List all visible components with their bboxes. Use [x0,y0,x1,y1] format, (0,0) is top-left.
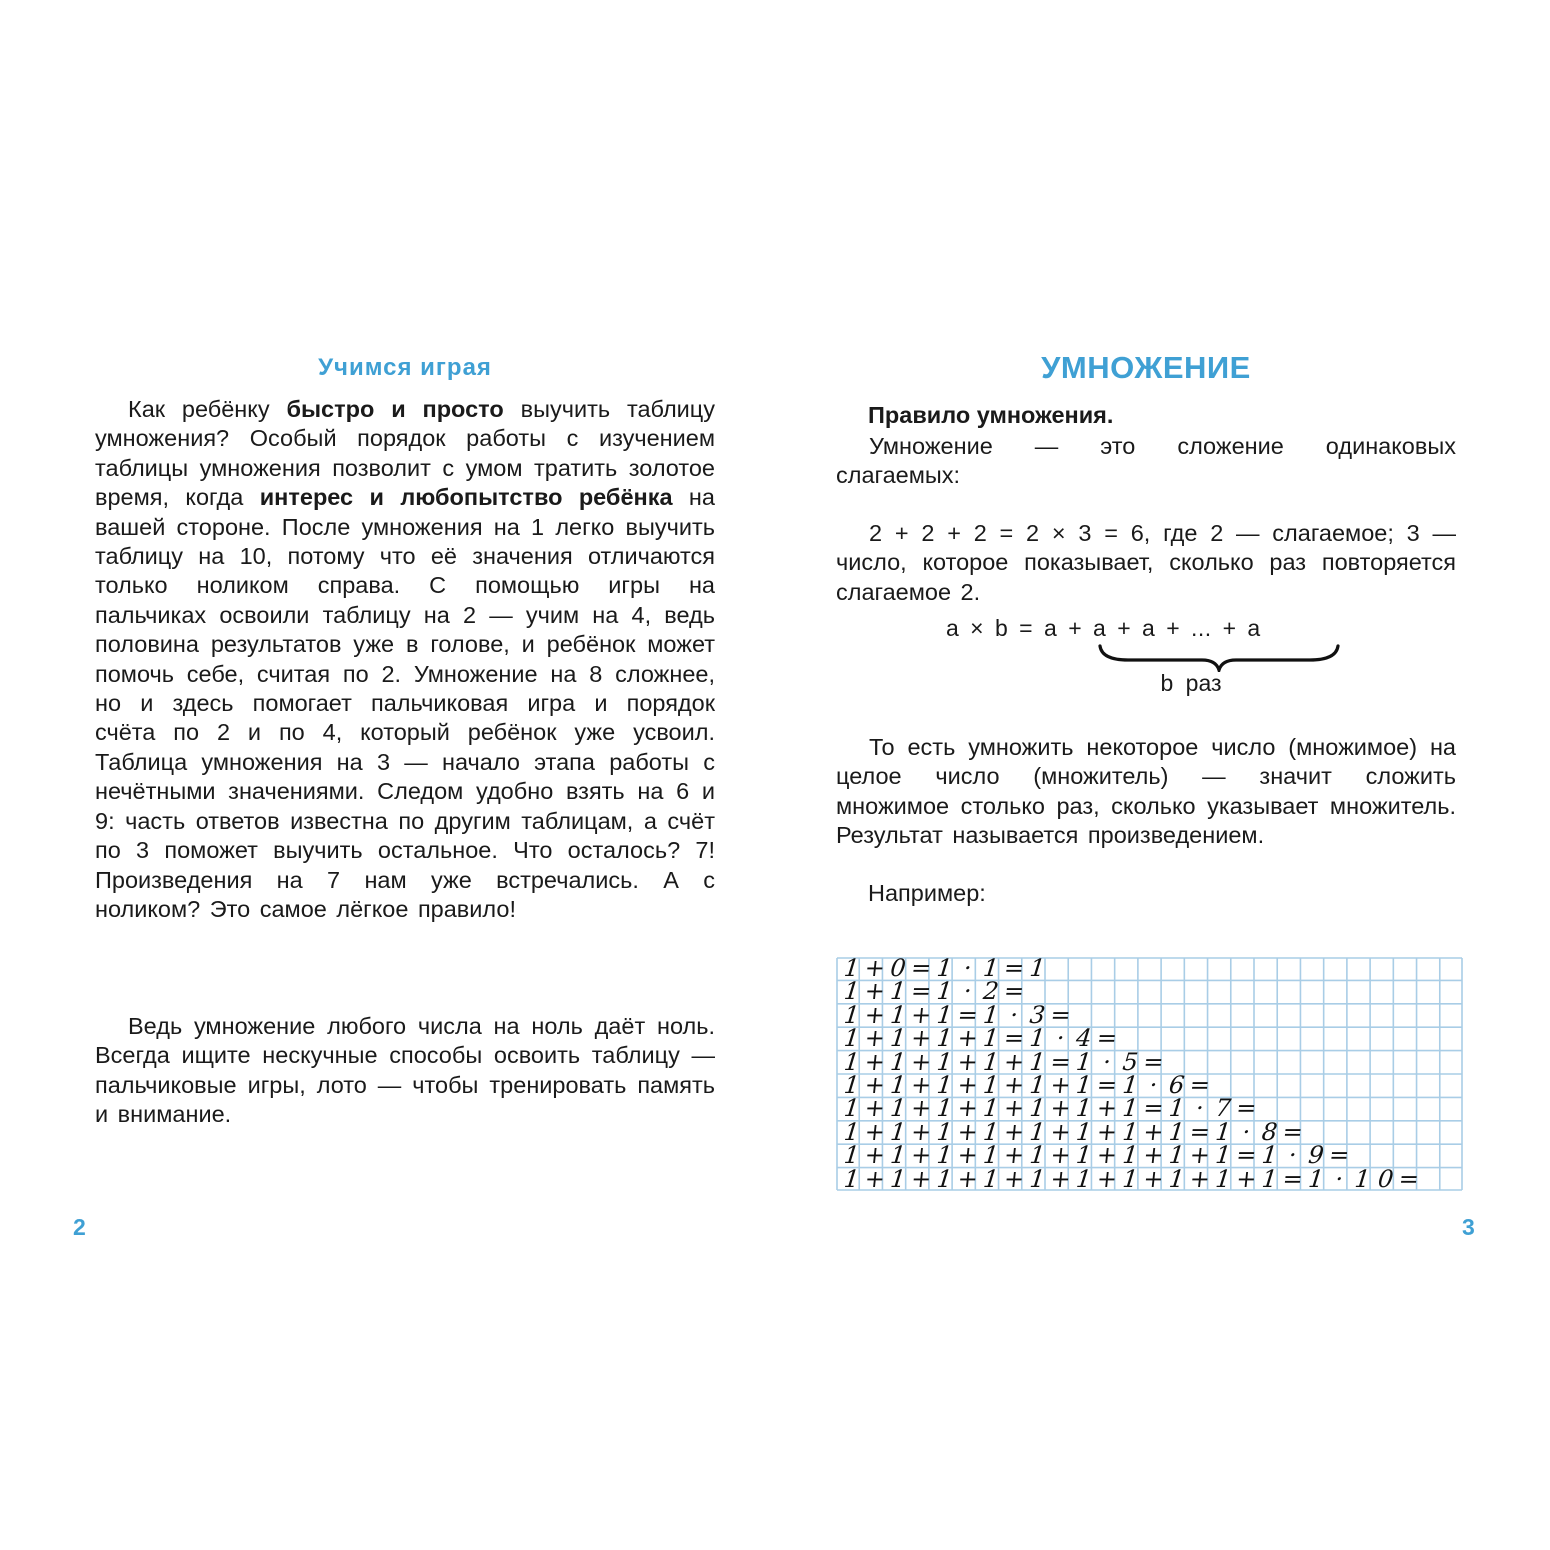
handwritten-char: 8 [1260,1117,1279,1146]
handwritten-char: 1 [935,1047,954,1076]
handwritten-char: · [1194,1094,1206,1123]
handwritten-char: = [1095,1024,1119,1053]
handwritten-char: 1 [935,1071,954,1099]
handwritten-char: 1 [1028,954,1047,982]
handwritten-char: 1 [1214,1141,1233,1170]
handwritten-char: = [1049,1047,1073,1076]
handwritten-char: + [909,1047,933,1076]
handwritten-char: + [1188,1164,1212,1193]
handwritten-char: + [956,1117,980,1146]
handwritten-char: 1 [1028,1141,1047,1170]
handwritten-char: 1 [842,1094,861,1123]
handwritten-char: = [1234,1141,1258,1170]
handwritten-char: + [1049,1094,1073,1123]
handwritten-char: 1 [935,1117,954,1146]
handwritten-char: + [1095,1141,1119,1170]
handwritten-char: = [909,977,933,1006]
handwritten-char: 1 [842,1141,861,1170]
handwritten-char: 1 [842,1117,861,1146]
handwritten-char: + [1141,1164,1166,1193]
handwritten-char: 1 [935,1024,954,1053]
handwritten-char: 1 [981,1024,1001,1053]
intro-paragraph [95,395,715,924]
handwritten-char: 1 [1074,1071,1093,1099]
handwritten-char: 1 [889,1047,908,1076]
handwritten-char: 1 [981,1141,1001,1170]
handwritten-char: 1 [1028,1164,1047,1193]
handwritten-char: + [1002,1071,1026,1099]
formula: a × b = a + a + a + ... + a [946,615,1261,641]
section-title: Учимся играя [318,354,492,381]
handwritten-char: + [863,1164,887,1193]
explanation-paragraph: То есть умножить некоторое число (множимое) на целое число (множитель) — значит сложить множимое столько раз, сколько указывает множитель. Результат называется произведением. [836,734,1456,849]
handwritten-char: 1 [1260,1141,1279,1170]
handwritten-char: = [1002,977,1026,1006]
handwritten-char: 1 [842,954,861,982]
handwritten-char: + [1002,1164,1026,1193]
handwritten-char: 1 [1074,1141,1093,1170]
page-number-right: 3 [1462,1214,1475,1240]
handwritten-char: + [1049,1141,1073,1170]
handwriting-grid [836,954,1463,1193]
handwritten-char: 1 [935,1164,954,1193]
handwritten-char: 1 [1121,1071,1140,1099]
closing-paragraph [95,1012,715,1130]
handwritten-char: + [863,954,887,982]
handwritten-char: 1 [981,1047,1001,1076]
handwritten-char: + [1049,1117,1073,1146]
handwritten-char: · [962,977,974,1006]
handwritten-char: + [863,1024,887,1053]
handwritten-char: 1 [1074,1117,1093,1146]
handwritten-char: · [1241,1117,1252,1146]
handwritten-row [839,1164,1422,1193]
handwritten-char: = [1234,1094,1258,1123]
handwritten-char: + [909,1024,933,1053]
handwritten-char: = [909,954,933,982]
handwritten-char: 1 [1074,1047,1093,1076]
handwritten-char: 1 [935,954,954,982]
handwritten-char: 1 [1260,1164,1279,1193]
handwritten-char: 1 [1167,1117,1186,1146]
handwritten-char: = [956,1000,980,1029]
handwritten-char: + [1188,1141,1212,1170]
handwritten-char: 1 [981,1117,1001,1146]
handwritten-char: + [1002,1117,1026,1146]
handwritten-char: 5 [1121,1047,1140,1076]
bold-phrase: быстро и просто [286,396,504,422]
handwritten-char: 1 [1028,1047,1047,1076]
handwritten-char: 1 [935,1000,954,1029]
handwritten-char: + [909,1164,933,1193]
page-number-left: 2 [73,1214,86,1240]
handwritten-char: 2 [981,977,1001,1006]
handwritten-char: 1 [1214,1117,1233,1146]
handwritten-char: + [909,1000,933,1029]
handwritten-char: 3 [1028,1000,1047,1029]
handwritten-char: + [956,1094,980,1123]
handwritten-char: + [1002,1141,1026,1170]
handwritten-char: + [909,1094,933,1123]
text-run: Ведь умножение любого числа на ноль даёт ноль. Всегда ищите нескучные способы освоить таблицу — пальчиковые игры, лото — чтобы тренировать память и внимание. [95,1013,715,1128]
handwritten-char: 6 [1167,1071,1186,1099]
text-run: Как ребёнку [128,396,287,422]
rule-title: Правило умножения. [868,402,1114,428]
handwritten-char: = [1095,1071,1119,1099]
handwritten-char: + [1095,1094,1119,1123]
handwritten-char: 1 [889,1117,908,1146]
handwritten-char: = [1281,1164,1305,1193]
handwritten-char: · [1101,1047,1113,1076]
handwritten-char: · [962,954,974,982]
handwritten-char: + [1234,1164,1258,1193]
handwritten-char: 1 [981,1094,1001,1123]
bold-phrase: интерес и любопытство ребёнка [259,484,673,511]
text-run: на вашей стороне. После умножения на 1 легко выучить таблицу на 10, потому что её значения отличаются только ноликом справа. С помощью игры на пальчиках освоили таблицу на 2 — учим на 4, ведь половина результатов уже в голове, и ребёнок может помочь себе, считая по 2. Умножение на 8 сложнее, но и здесь помогает пальчиковая игра и порядок счёта по 2 и по 4, который ребёнок уже усвоил. Таблица умножения на 3 — начало этапа работы с нечётными значениями. Следом удобно взять на 6 и 9: часть ответов известна по другим таблицам, а счёт по 3 поможет выучить остальное. Что осталось? 7! Произведения на 7 нам уже встречались. А с ноликом? Это самое лёгкое правило! [95,484,715,922]
handwritten-char: 1 [842,1164,861,1193]
handwritten-char: 1 [889,1141,908,1170]
handwritten-char: + [956,1071,980,1099]
handwritten-char: 4 [1074,1024,1093,1053]
handwritten-char: + [956,1141,980,1170]
handwritten-char: + [956,1024,980,1053]
handwritten-char: 1 [1028,1071,1047,1099]
handwritten-char: 1 [935,1094,954,1123]
handwritten-char: 1 [842,1000,861,1029]
curly-brace-icon [1098,644,1340,672]
handwritten-char: = [1141,1047,1166,1076]
handwritten-char: + [909,1117,933,1146]
handwritten-char: 1 [842,1024,861,1053]
handwritten-char: 1 [842,977,861,1006]
handwritten-char: 7 [1214,1094,1233,1123]
handwritten-char: = [1002,1024,1026,1053]
handwritten-char: 1 [1214,1164,1233,1193]
handwritten-char: = [1281,1117,1305,1146]
handwritten-char: 1 [889,1094,908,1123]
handwritten-char: 1 [1121,1094,1140,1123]
handwritten-char: · [1148,1071,1159,1099]
handwritten-char: 1 [981,1000,1001,1029]
handwritten-char: + [1049,1071,1073,1099]
rule-definition: Умножение — это сложение одинаковых слагаемых: [836,433,1456,489]
handwritten-char: 1 [1167,1094,1186,1123]
example-text: 2 + 2 + 2 = 2 × 3 = 6, где 2 — слагаемое; 3 — число, которое показывает, сколько раз повторяется слагаемое 2. [836,520,1456,605]
handwritten-char: 1 [1167,1164,1186,1193]
handwritten-char: 1 [1074,1164,1093,1193]
handwritten-char: + [863,977,887,1006]
handwritten-char: 1 [1028,1117,1047,1146]
handwritten-char: + [1002,1047,1026,1076]
handwritten-char: 1 [889,977,908,1006]
handwritten-char: 1 [1028,1024,1047,1053]
handwritten-char: 1 [935,977,954,1006]
handwritten-char: 1 [889,1164,908,1193]
handwritten-char: + [909,1141,933,1170]
handwritten-char: 1 [1167,1141,1186,1170]
handwritten-char: + [1141,1117,1166,1146]
handwritten-char: + [863,1000,887,1029]
handwritten-char: · [1333,1164,1345,1193]
handwritten-char: 1 [1353,1164,1372,1193]
handwritten-char: + [909,1071,933,1099]
handwritten-char: 1 [889,1071,908,1099]
handwritten-char: 1 [1306,1164,1326,1193]
handwritten-char: + [863,1141,887,1170]
handwritten-char: 1 [842,1071,861,1099]
handwritten-char: 1 [842,1047,861,1076]
handwritten-char: 1 [1074,1094,1093,1123]
handwritten-char: · [1055,1024,1066,1053]
handwritten-char: + [863,1071,887,1099]
handwritten-char: = [1188,1117,1212,1146]
handwritten-char: = [1188,1071,1212,1099]
handwritten-char: 9 [1306,1141,1326,1170]
handwritten-char: 0 [889,954,908,982]
handwritten-char: 1 [981,1071,1001,1099]
handwritten-char: 1 [889,1024,908,1053]
handwritten-char: 1 [889,1000,908,1029]
handwritten-char: 1 [1121,1117,1140,1146]
handwritten-char: 1 [981,1164,1001,1193]
handwritten-char: 1 [1121,1141,1140,1170]
handwritten-char: 0 [1376,1164,1395,1193]
handwritten-char: + [1002,1094,1026,1123]
handwritten-char: 1 [981,954,1001,982]
page-title: УМНОЖЕНИЕ [1041,350,1251,385]
handwritten-char: 1 [935,1141,954,1170]
brace-label: b раз [1160,670,1222,696]
text-run: выучить таблицу умножения? Особый порядок работы с изучением таблицы умножения позволит с умом тратить золотое время, когда [95,396,715,511]
handwritten-char: + [956,1164,980,1193]
handwritten-char: + [863,1047,887,1076]
handwritten-char: + [1049,1164,1073,1193]
handwritten-char: + [956,1047,980,1076]
handwritten-char: · [1287,1141,1299,1170]
handwritten-char: + [863,1094,887,1123]
handwritten-char: = [1049,1000,1073,1029]
handwritten-char: = [1141,1094,1166,1123]
handwritten-char: 1 [1121,1164,1140,1193]
handwritten-char: + [1095,1117,1119,1146]
handwritten-char: + [1141,1141,1166,1170]
handwritten-char: 1 [1028,1094,1047,1123]
for-example-label: Например: [868,880,986,906]
handwritten-char: + [863,1117,887,1146]
handwritten-char: = [1327,1141,1351,1170]
handwritten-char: + [1095,1164,1119,1193]
handwritten-char: = [1397,1164,1421,1193]
handwritten-char: = [1002,954,1026,982]
handwritten-char: · [1008,1000,1020,1029]
